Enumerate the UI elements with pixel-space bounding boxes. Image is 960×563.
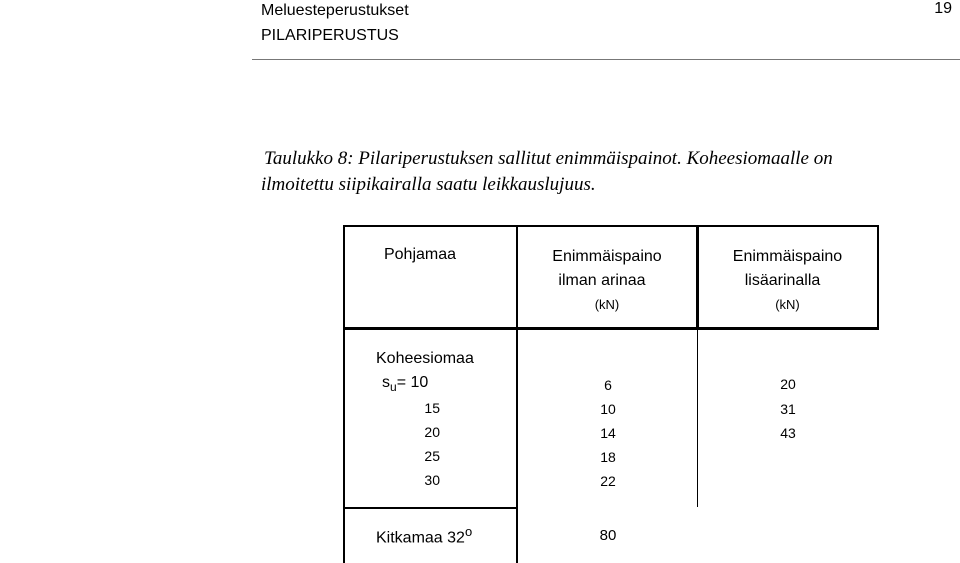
header-title: Meluesteperustukset (261, 2, 409, 19)
caption-line-2: ilmoitettu siipikairalla saatu leikkauslujuus. (261, 174, 596, 195)
header-without-base-line1: Enimmäispaino (552, 248, 662, 265)
header-without-base (518, 245, 696, 317)
with-base-value: 31 (780, 401, 796, 417)
table-header-bottom-border (343, 327, 879, 330)
header-without-base-unit: (kN) (594, 297, 620, 312)
friction-label (376, 524, 472, 547)
with-base-value: 20 (780, 376, 796, 392)
header-with-base-line1: Enimmäispaino (732, 248, 843, 265)
su-symbol: s (382, 374, 390, 391)
with-base-value: 43 (780, 425, 796, 441)
su-expression (382, 374, 428, 394)
table-left-border (343, 225, 345, 563)
without-base-value: 14 (600, 425, 616, 441)
without-base-value: 18 (600, 449, 616, 465)
friction-without-base-value: 80 (599, 527, 617, 544)
su-value: 15 (424, 400, 440, 416)
table-top-border (343, 225, 879, 227)
header-subtitle: PILARIPERUSTUS (261, 27, 399, 44)
su-first-value: = 10 (396, 374, 429, 391)
su-value: 20 (424, 424, 440, 440)
header-without-base-line2: ilman arinaa (558, 272, 646, 289)
su-value: 30 (424, 472, 440, 488)
degree-symbol: o (464, 524, 473, 539)
header-with-base-unit: (kN) (775, 297, 800, 312)
header-with-base (698, 245, 877, 317)
without-base-value: 10 (600, 401, 616, 417)
header-pohjamaa-label: Pohjamaa (383, 246, 457, 263)
header-with-base-line2: lisäarinalla (744, 272, 821, 289)
table-col2-divider-body (697, 330, 698, 507)
table-right-border (877, 225, 879, 330)
header-pohjamaa (345, 243, 495, 267)
su-value: 25 (424, 448, 440, 464)
friction-label-text: Kitkamaa 32 (376, 529, 465, 547)
cohesion-label: Koheesiomaa (376, 350, 474, 367)
page-number: 19 (934, 0, 952, 17)
su-subscript: u (390, 380, 397, 395)
table-bottom-border (343, 507, 517, 509)
without-base-value: 6 (604, 377, 612, 393)
caption-line-1: Taulukko 8: Pilariperustuksen sallitut enimmäispainot. Koheesiomaalle on (264, 148, 833, 169)
without-base-value: 22 (600, 473, 616, 489)
